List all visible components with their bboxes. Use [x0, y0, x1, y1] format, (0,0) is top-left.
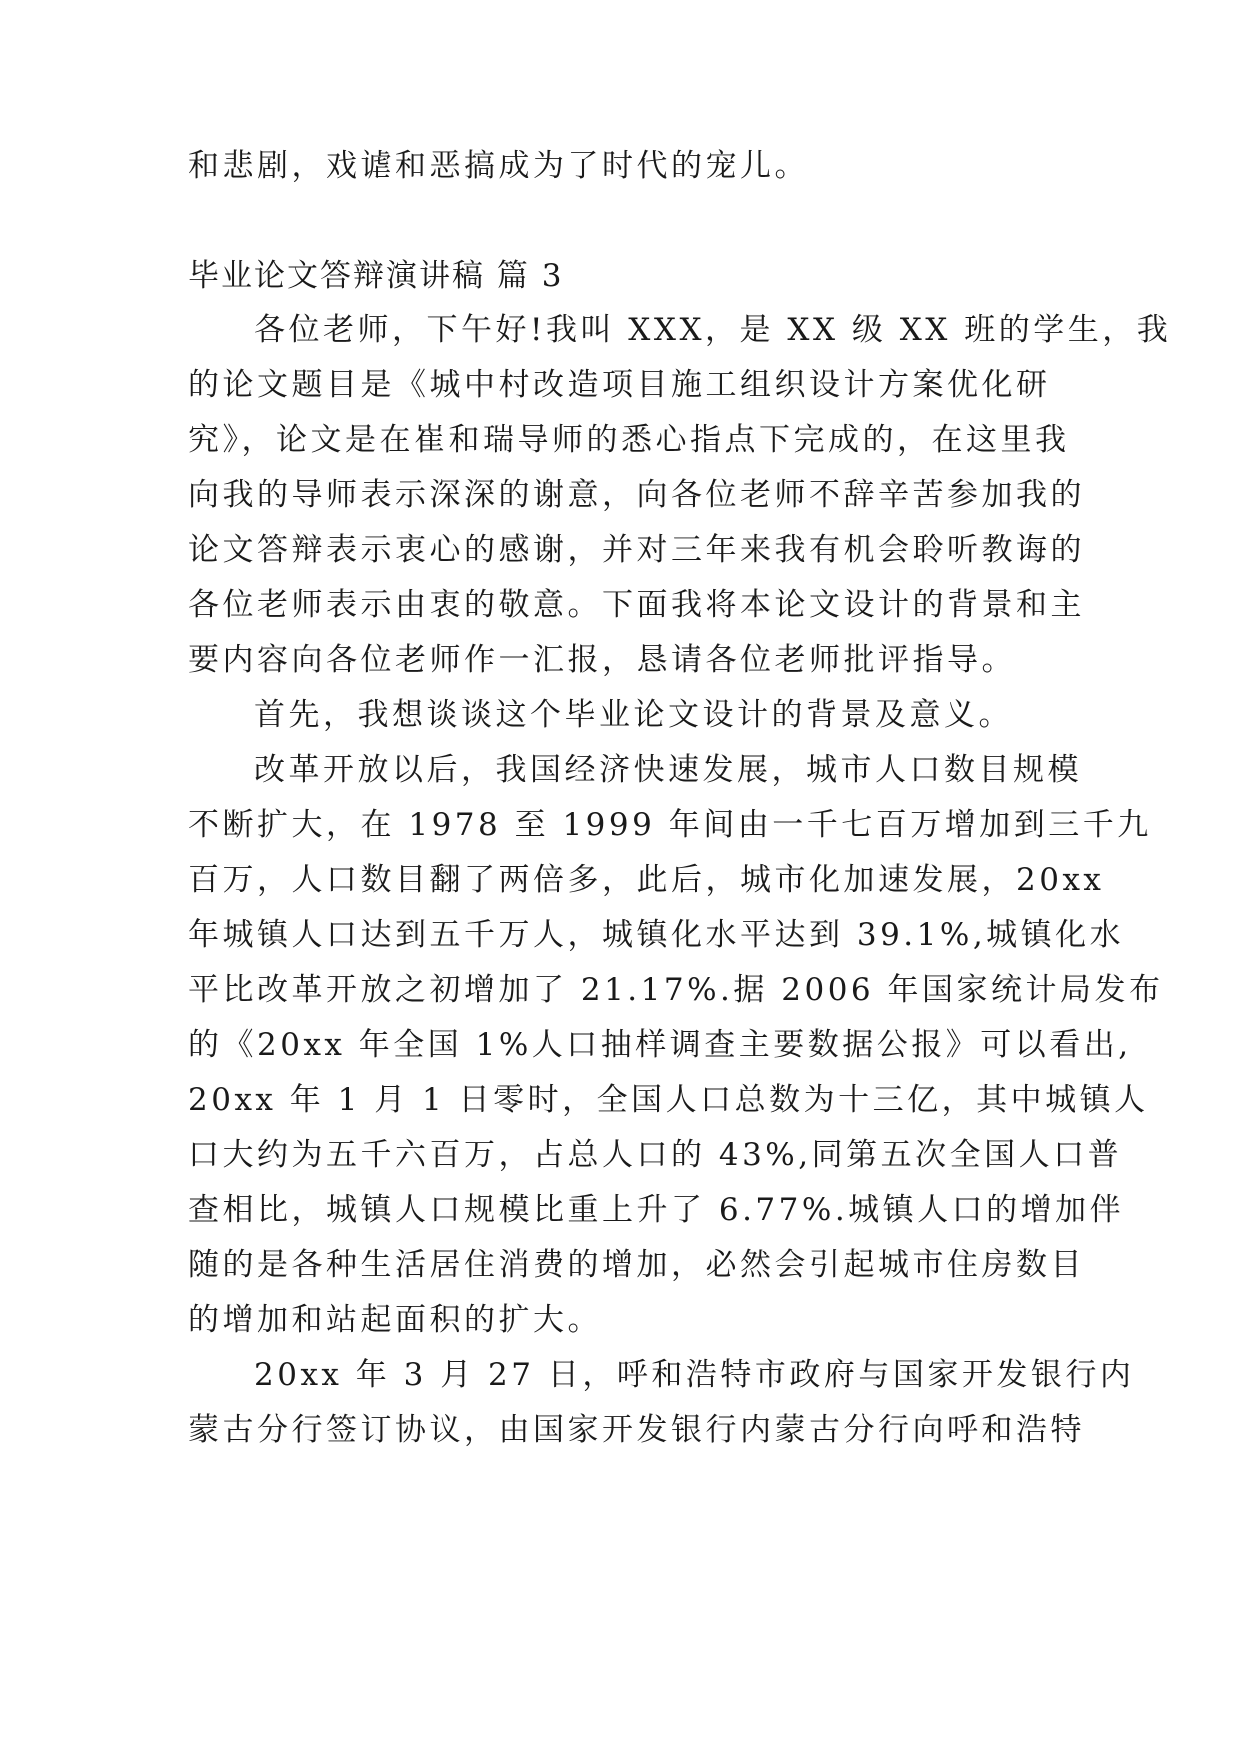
- text-line: 的论文题目是《城中村改造项目施工组织设计方案优化研: [188, 367, 1051, 403]
- text-line: 不断扩大，在 1978 至 1999 年间由一千七百万增加到三千九: [188, 807, 1152, 843]
- text-line: 口大约为五千六百万，占总人口的 43%,同第五次全国人口普: [188, 1137, 1123, 1173]
- text-line: 各位老师，下午好!我叫 XXX，是 XX 级 XX 班的学生，我: [254, 312, 1172, 348]
- text-line: 论文答辩表示衷心的感谢，并对三年来我有机会聆听教诲的: [188, 532, 1085, 568]
- text-line: 的增加和站起面积的扩大。: [188, 1302, 602, 1338]
- text-line: 年城镇人口达到五千万人，城镇化水平达到 39.1%,城镇化水: [188, 917, 1125, 953]
- text-line: 要内容向各位老师作一汇报，恳请各位老师批评指导。: [188, 642, 1016, 678]
- text-line: 向我的导师表示深深的谢意，向各位老师不辞辛苦参加我的: [188, 477, 1085, 513]
- text-line: 蒙古分行签订协议，由国家开发银行内蒙古分行向呼和浩特: [188, 1412, 1085, 1448]
- text-line: 平比改革开放之初增加了 21.17%.据 2006 年国家统计局发布: [188, 972, 1164, 1008]
- text-line: 百万，人口数目翻了两倍多，此后，城市化加速发展，20xx: [188, 862, 1105, 898]
- text-line: 各位老师表示由衷的敬意。下面我将本论文设计的背景和主: [188, 587, 1085, 623]
- text-line: 查相比，城镇人口规模比重上升了 6.77%.城镇人口的增加伴: [188, 1192, 1125, 1228]
- text-line: 改革开放以后，我国经济快速发展，城市人口数目规模: [254, 752, 1082, 788]
- text-line: 首先，我想谈谈这个毕业论文设计的背景及意义。: [254, 697, 1013, 733]
- text-line: 20xx 年 1 月 1 日零时，全国人口总数为十三亿，其中城镇人: [188, 1082, 1149, 1118]
- text-line: 究》，论文是在崔和瑞导师的悉心指点下完成的，在这里我: [188, 422, 1070, 458]
- text-line: 20xx 年 3 月 27 日，呼和浩特市政府与国家开发银行内: [254, 1357, 1135, 1393]
- text-line: 的《20xx 年全国 1%人口抽样调查主要数据公报》可以看出,: [188, 1027, 1132, 1063]
- text-line: 随的是各种生活居住消费的增加，必然会引起城市住房数目: [188, 1247, 1085, 1283]
- section-heading: 毕业论文答辩演讲稿 篇 3: [188, 258, 564, 294]
- text-line: 和悲剧，戏谑和恶搞成为了时代的宠儿。: [188, 148, 809, 184]
